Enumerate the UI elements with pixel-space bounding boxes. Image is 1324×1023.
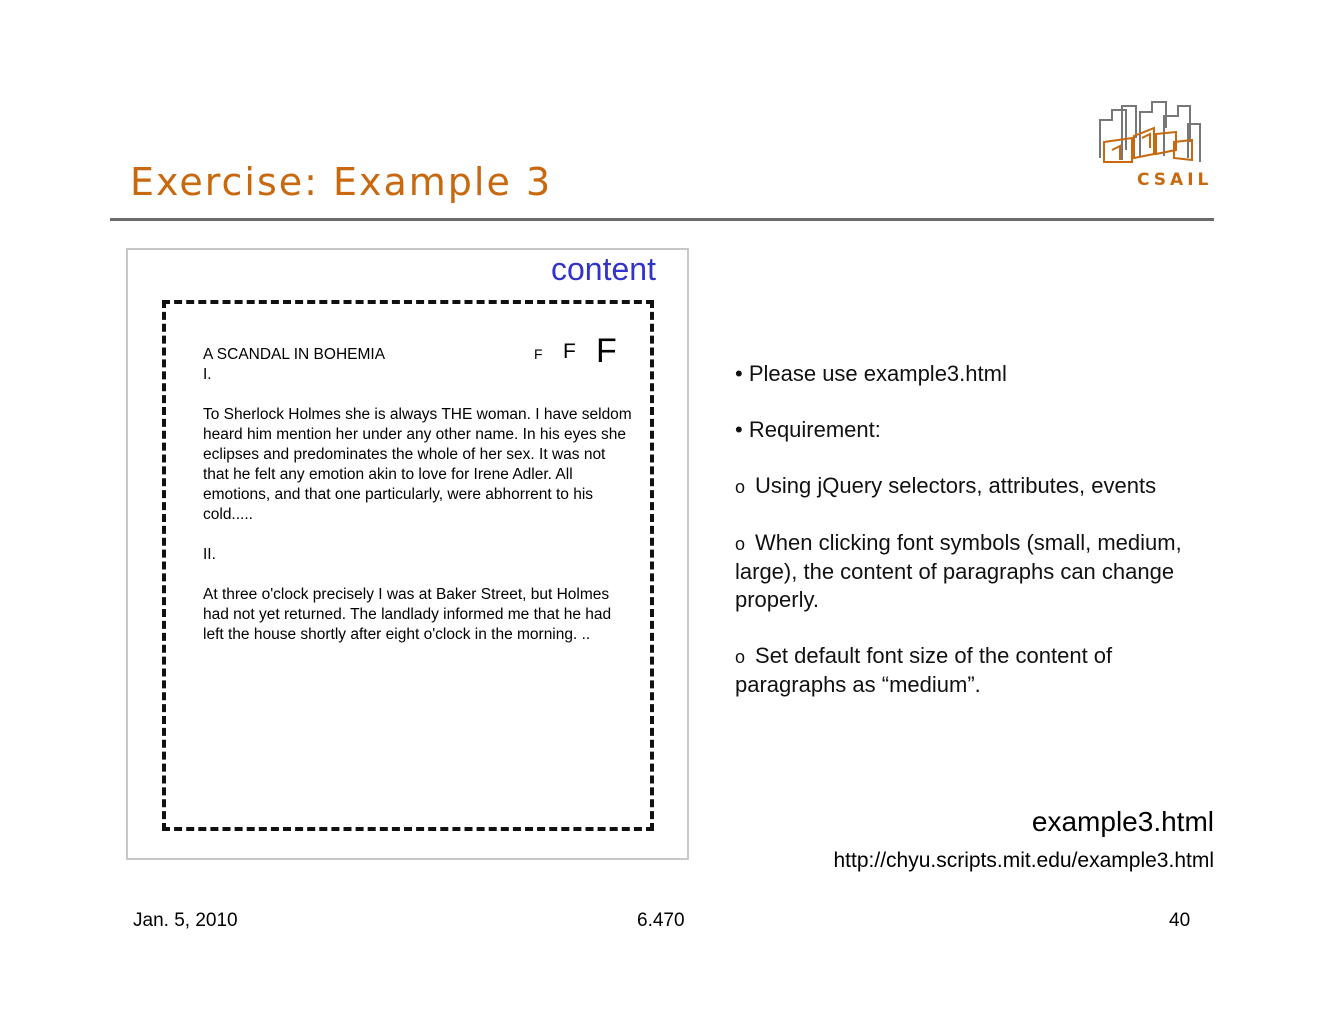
story-paragraph-2: At three o'clock precisely I was at Baker Street, but Holmes had not yet returned. The landlady informed me that he had left the house shortly after eight o'clock in the morning. .. [203, 586, 612, 643]
bullet-icon: o [735, 534, 746, 554]
instruction-use-file: • Please use example3.html [735, 361, 1007, 386]
example-filename: example3.html [1031, 806, 1214, 837]
font-large-button[interactable]: F [596, 332, 617, 370]
story-text [203, 345, 633, 645]
requirement-text: When clicking font symbols (small, medium, large), the content of paragraphs can change properly. [735, 530, 1182, 612]
story-heading: A SCANDAL IN BOHEMIA [203, 346, 386, 363]
bullet-icon: o [735, 647, 746, 667]
instruction-requirement: • Requirement: [735, 417, 881, 442]
csail-logo-text: CSAIL [1137, 170, 1213, 190]
font-small-button[interactable]: F [534, 346, 543, 362]
story-paragraph-1: To Sherlock Holmes she is always THE woman. I have seldom heard him mention her under any other name. In his eyes she eclipses and predominates the whole of her sex. It was not that he felt any emotion akin to love for Irene Adler. All emotions, and that one particularly, were abhorrent to his cold..... [203, 406, 632, 523]
footer-page-number: 40 [1169, 910, 1191, 931]
footer-course: 6.470 [637, 910, 685, 931]
requirement-item [735, 642, 1220, 699]
font-medium-button[interactable]: F [563, 340, 576, 363]
slide-title: Exercise: Example 3 [130, 160, 553, 204]
example-url-link[interactable]: http://chyu.scripts.mit.edu/example3.html [833, 849, 1214, 872]
requirement-text: Using jQuery selectors, attributes, events [755, 473, 1157, 498]
requirement-item [735, 529, 1220, 614]
story-section-2: II. [203, 546, 216, 563]
requirement-text: Set default font size of the content of paragraphs as “medium”. [735, 643, 1113, 697]
content-label: content [551, 251, 656, 287]
bullet-icon: o [735, 477, 746, 497]
title-divider [110, 218, 1214, 221]
instructions-list [735, 360, 1220, 727]
requirement-item [735, 472, 1220, 501]
footer-date: Jan. 5, 2010 [133, 910, 238, 931]
story-section-1: I. [203, 366, 212, 383]
